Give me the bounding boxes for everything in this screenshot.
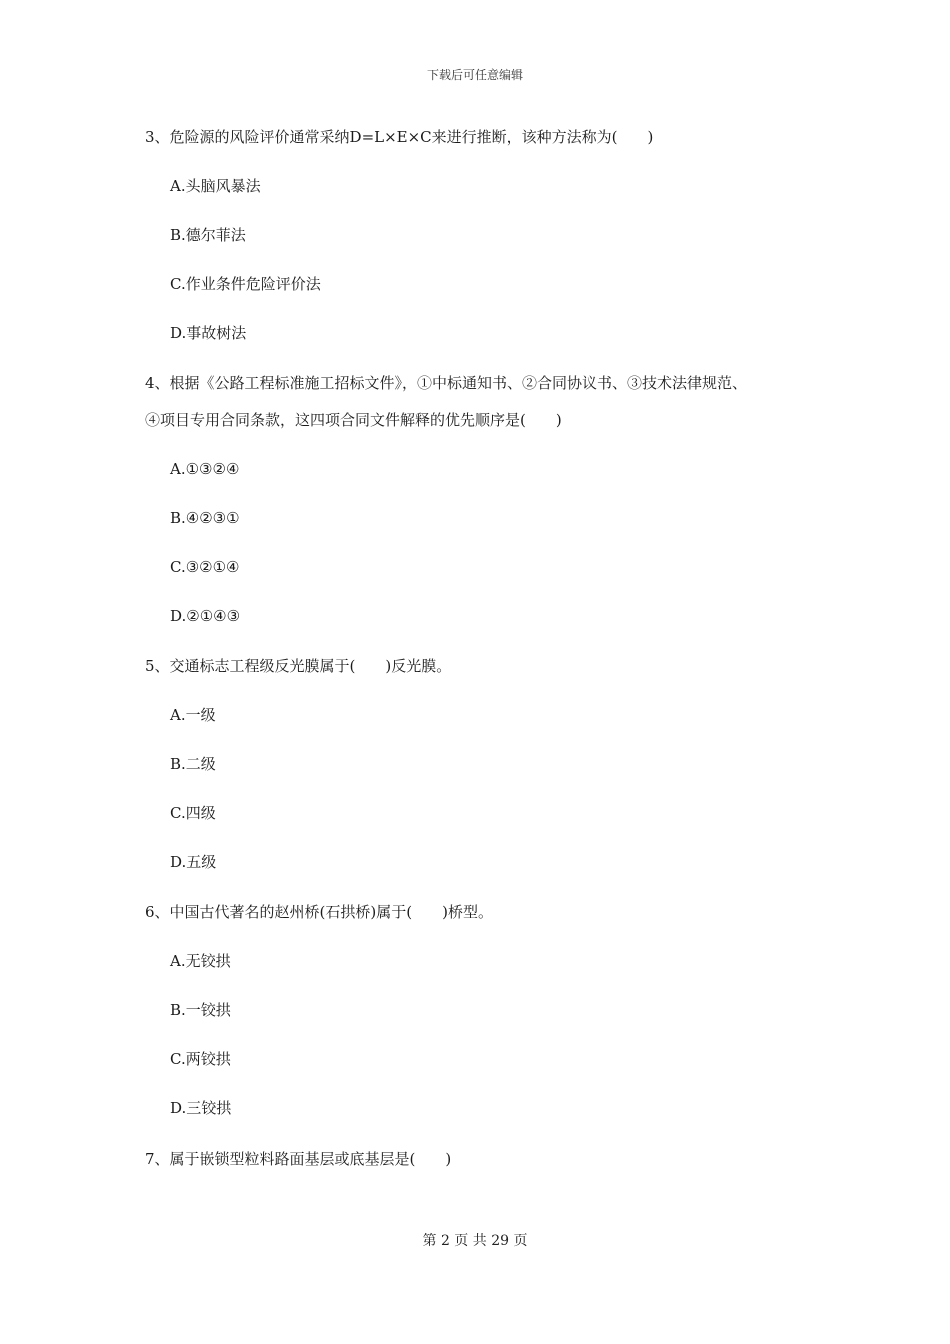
question-5-stem: 5、交通标志工程级反光膜属于( )反光膜。 [145, 657, 452, 675]
question-7-stem: 7、属于嵌锁型粒料路面基层或底基层是( ) [145, 1150, 452, 1168]
question-4-option-a: A.①③②④ [170, 460, 240, 478]
question-5-option-c: C.四级 [170, 804, 216, 822]
question-4-option-b: B.④②③① [170, 509, 240, 527]
question-3-stem: 3、危险源的风险评价通常采纳D=L×E×C来进行推断，该种方法称为( ) [145, 128, 654, 146]
question-3-option-c: C.作业条件危险评价法 [170, 275, 321, 293]
question-5-option-d: D.五级 [170, 853, 217, 871]
question-3-option-d: D.事故树法 [170, 324, 247, 342]
question-4-stem-line-1: 4、根据《公路工程标准施工招标文件》，①中标通知书、②合同协议书、③技术法律规范、 [145, 374, 748, 392]
question-4-stem-line-2: ④项目专用合同条款，这四项合同文件解释的优先顺序是( ) [145, 411, 562, 429]
question-6-option-c: C.两铰拱 [170, 1050, 231, 1068]
question-3-option-b: B.德尔菲法 [170, 226, 246, 244]
question-3-option-a: A.头脑风暴法 [170, 177, 261, 195]
question-6-option-a: A.无铰拱 [170, 952, 231, 970]
page-footer: 第 2 页 共 29 页 [422, 1233, 528, 1249]
question-5-option-b: B.二级 [170, 755, 216, 773]
question-6-stem: 6、中国古代著名的赵州桥(石拱桥)属于( )桥型。 [145, 903, 493, 921]
question-4-option-d: D.②①④③ [170, 607, 241, 625]
question-5-option-a: A.一级 [170, 706, 216, 724]
page-header: 下载后可任意编辑 [426, 68, 523, 82]
question-4-option-c: C.③②①④ [170, 558, 240, 576]
question-6-option-d: D.三铰拱 [170, 1099, 232, 1117]
question-6-option-b: B.一铰拱 [170, 1001, 231, 1019]
